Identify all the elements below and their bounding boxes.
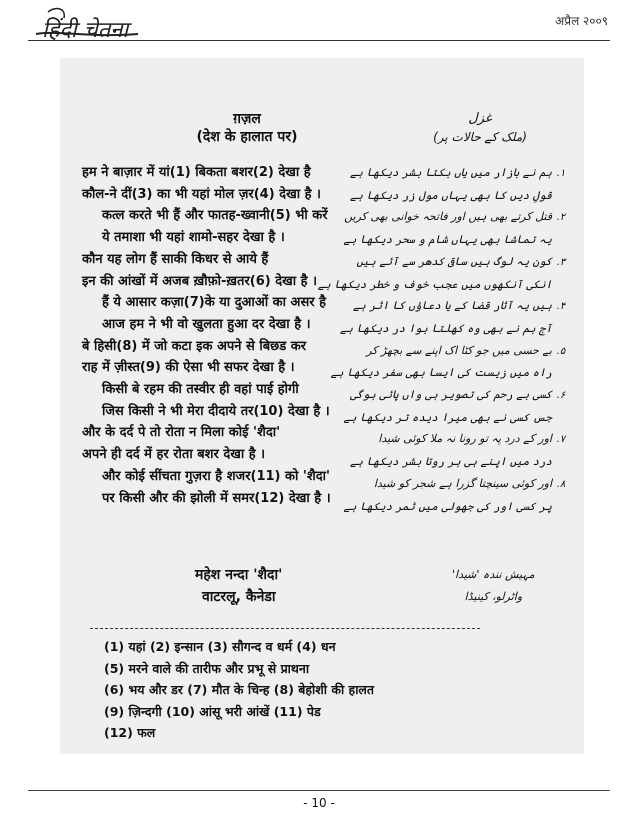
poem-line: अपने ही दर्द में हर रोता बशर देखा है । (82, 447, 266, 463)
notes-divider (90, 628, 480, 629)
verse-text: جس کسی نے بھی میرا دیدہ تر دیکھا ہے (343, 410, 552, 424)
verse-text: اور کوئی سینچتا گزرا ہے شجر کو شیدا (373, 476, 552, 490)
poem-line: हैं ये आसार कज़ा(7)के या दुआओं का असर है (102, 295, 326, 311)
poem-line-urdu (373, 473, 570, 496)
poem-line: बे हिसी(8) में जो कटा इक अपने से बिछड कर (82, 338, 307, 354)
poem-line-urdu (356, 251, 570, 274)
verse-text: قولِ دیں کا بھی یہاں مول زر دیکھا ہے (350, 188, 552, 202)
poem-line: इन की आंखों में अजब ख़ौफ़ो-ख़तर(6) देखा है । (82, 273, 318, 289)
verse-text: انکی آنکھوں میں عجب خوف و خطر دیکھا ہے (317, 277, 552, 291)
poem-line: किसी बे रहम की तस्वीर ही वहां पाई होगी (102, 382, 299, 398)
poem-line: जिस किसी ने भी मेरा दीदाये तर(10) देखा है । (102, 403, 330, 419)
note-line: (1) यहां (2) इन्सान (3) सौगन्द व धर्म (4) धन (104, 639, 336, 654)
poem-line-urdu (343, 496, 570, 518)
poem-line-urdu (352, 295, 570, 318)
poem-line: पर किसी और की झोली में समर(12) देखा है । (102, 490, 331, 506)
poem-line-urdu (343, 407, 570, 429)
poem-line-urdu (344, 206, 570, 229)
poem-urdu (317, 110, 570, 517)
poem-line: राह में ज़ीस्त(9) की ऐसा भी सफर देखा है । (82, 360, 295, 376)
poem-line-urdu (350, 162, 570, 185)
issue-date: अप्रैल २००९ (555, 14, 608, 28)
verse-text: درد میں اپنے ہی ہر روتا بشر دیکھا ہے (350, 455, 552, 469)
verse-number: ۳. (556, 256, 566, 268)
verse-text: پر کسی اور کی جھولی میں ثمر دیکھا ہے (343, 499, 552, 513)
poem-line: हम ने बाज़ार में यां(1) बिकता बशर(2) देखा है (82, 165, 311, 180)
author-signature-hindi (195, 564, 282, 608)
verse-text: بے حسی میں جو کٹا اک اپنے سے بچھڑ کر (366, 343, 552, 357)
author-place-urdu: واٹرلو، کینیڈا (464, 590, 523, 603)
scanned-page (60, 58, 584, 754)
author-name-hindi: महेश नन्दा 'शैदा' (195, 567, 283, 583)
logo-text: हिंदी चेतना (42, 18, 129, 43)
poem-line-urdu (343, 229, 570, 251)
poem-title-urdu: غزل (468, 111, 492, 126)
poem-line: और के दर्द पे तो रोता न मिला कोई 'शैदा' (82, 425, 281, 441)
verse-number: ۲. (556, 212, 566, 224)
note-line: (6) भय और डर (7) मौत के चिन्ह (8) बेहोशी की हालत (104, 682, 375, 698)
poem-line-urdu (350, 185, 570, 207)
header-divider (28, 40, 610, 41)
poem-title-hindi: ग़ज़ल (233, 111, 261, 127)
poem-line: कत्ल करते भी हैं और फातह-ख्वानी(5) भी करें (102, 208, 328, 224)
author-signature-urdu (452, 564, 535, 608)
poem-line-urdu (330, 362, 570, 384)
verse-text: آج ہم نے بھی وہ کھلتا ہوا در دیکھا ہے (340, 321, 552, 335)
poem-line-urdu (366, 340, 570, 363)
note-line: (9) ज़िन्दगी (10) आंसू भरी आंखें (11) पेड (104, 703, 321, 719)
glossary-notes (104, 636, 374, 744)
verse-text: ہم نے بازار میں یاں بکتا بشر دیکھا ہے (350, 166, 552, 179)
poem-line-urdu (340, 318, 570, 340)
verse-number: ۸. (556, 478, 566, 490)
poem-line: कौल-ने दीं(3) का भी यहां मोल ज़र(4) देखा है । (82, 186, 321, 202)
poem-line: कौन यह लोग हैं साकी किधर से आये हैं (82, 251, 269, 267)
verse-number: ۷. (556, 434, 566, 446)
note-line: (5) मरने वाले की तारीफ और प्रभू से प्राथना (104, 660, 310, 676)
poem-line-urdu (350, 384, 570, 407)
verse-text: کون یہ لوگ ہیں ساقی کدھر سے آئے ہیں (356, 254, 552, 268)
author-place-hindi: वाटरलू, कैनेडा (201, 589, 276, 605)
poem-line-urdu (350, 451, 570, 473)
verse-text: قتل کرتے بھی ہیں اور فاتحہ خوانی بھی کریں (344, 210, 552, 224)
poem-line-urdu (317, 274, 570, 296)
verse-number: ۴. (556, 301, 566, 313)
verse-number: ۵. (556, 345, 566, 357)
poem-line: और कोई सींचता गुज़रा है शजर(11) को 'शैदा' (102, 468, 330, 484)
magazine-logo (28, 4, 148, 44)
verse-text: راہ میں زیست کی ایسا بھی سفر دیکھا ہے (330, 366, 552, 380)
verse-text: یہ تماشا بھی یہاں شام و سحر دیکھا ہے (343, 233, 552, 247)
note-line: (12) फल (104, 725, 156, 741)
poem-line-urdu (378, 428, 570, 451)
verse-number: ۶. (556, 390, 566, 402)
verse-number: ۱. (556, 168, 566, 179)
author-name-urdu: مہیش نندہ 'شیدا' (452, 568, 535, 581)
verse-text: کسی بے رحم کی تصویر ہی واں پائی ہوگی (350, 388, 552, 402)
page-header (0, 0, 638, 48)
poem-subtitle-urdu: (ملک کے حالات پر) (433, 130, 527, 144)
page-number: - 10 - (303, 796, 335, 810)
poem-line: ये तमाशा भी यहां शामो-सहर देखा है । (102, 230, 285, 246)
footer-divider (28, 790, 610, 791)
poem-subtitle-hindi: (देश के हालात पर) (196, 129, 298, 145)
verse-text: ہیں یہ آثار قضا کے یا دعاؤں کا اثر ہے (352, 299, 552, 313)
poem-line: आज हम ने भी वो खुलता हुआ दर देखा है । (102, 316, 311, 332)
verse-text: اور کے درد پہ تو رونا نہ ملا کوئی شیدا (378, 432, 552, 446)
